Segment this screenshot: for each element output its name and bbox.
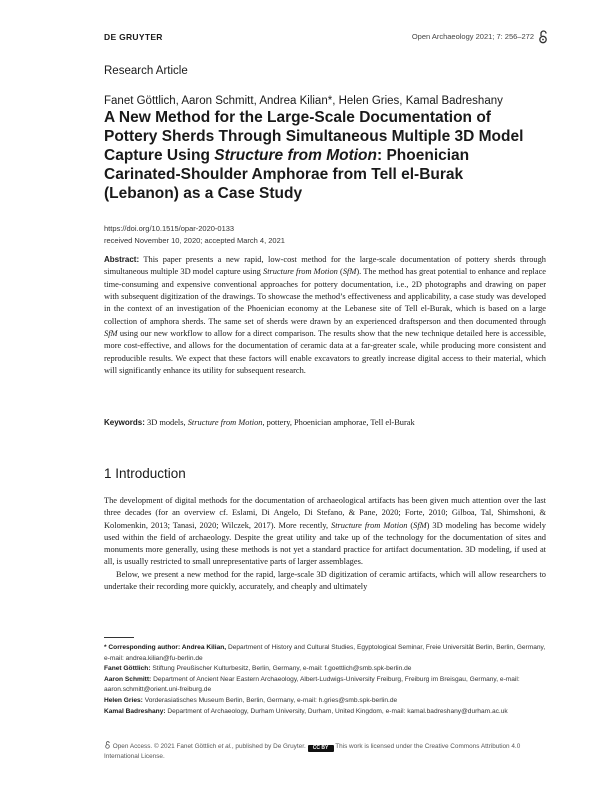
article-type: Research Article <box>104 65 188 77</box>
affiliation-footnotes <box>104 643 546 717</box>
doi-link[interactable]: https://doi.org/10.1515/opar-2020-0133 <box>104 224 235 233</box>
keywords: Keywords: 3D models, Structure from Motion, pottery, Phoenician amphorae, Tell el-Burak <box>104 418 415 427</box>
footnote: * Corresponding author: Andrea Kilian, Department of History and Cultural Studies, Egyptological Seminar, Freie Universität Berlin, Berlin, Germany, e-mail: andrea.kilian@fu-berlin.de <box>104 644 546 662</box>
author-list: Fanet Göttlich, Aaron Schmitt, Andrea Kilian*, Helen Gries, Kamal Badreshany <box>104 95 503 107</box>
received-dates: received November 10, 2020; accepted March 4, 2021 <box>104 236 285 245</box>
journal-reference: Open Archaeology 2021; 7: 256–272 <box>411 32 534 41</box>
footnote-divider <box>104 637 134 638</box>
footnote: Helen Gries: Vorderasiatisches Museum Berlin, Berlin, Germany, e-mail: h.gries@smb.spk-berlin.de <box>104 696 398 704</box>
footnote: Kamal Badreshany: Department of Archaeology, Durham University, Durham, United Kingdom, e-mail: kamal.badreshany@durham.ac.uk <box>104 707 508 715</box>
publisher-name: DE GRUYTER <box>104 32 163 42</box>
license-notice: Open Access. © 2021 Fanet Göttlich et al., published by De Gruyter. CC BY This work is licensed under the Creative Commons Attribution 4.0 International License. <box>104 743 521 760</box>
paper-title: A New Method for the Large-Scale Documentation of Pottery Sherds Through Simultaneous Multiple 3D Model Capture Using Structure from Motion: Phoenician Carinated-Shoulder Amphorae from Tell el-Burak (Lebanon) as a Case Study <box>104 109 524 202</box>
section-body <box>104 495 546 593</box>
open-access-icon <box>104 741 111 749</box>
paragraph: Below, we present a new method for the rapid, large-scale 3D digitization of ceramic artifacts, which will allow researchers to undertake their recording more quickly, accurately, and cheaply and ultimately <box>104 569 546 592</box>
section-heading: 1 Introduction <box>104 466 186 481</box>
open-access-icon <box>538 30 548 44</box>
footnote: Fanet Göttlich: Stiftung Preußischer Kulturbesitz, Berlin, Germany, e-mail: f.goettlich@smb.spk-berlin.de <box>104 665 412 673</box>
footnote: Aaron Schmitt: Department of Ancient Near Eastern Archaeology, Albert-Ludwigs-University Freiburg, Freiburg im Breisgau, Germany, e-mail: aaron.schmitt@orient.uni-freiburg.de <box>104 675 520 694</box>
page-header <box>104 32 546 46</box>
cc-by-badge[interactable]: CC BY <box>308 745 334 752</box>
abstract: Abstract: This paper presents a new rapid, low-cost method for the large-scale documentation of pottery sherds through simultaneous multiple 3D model capture using Structure from Motion (SfM). The method has great potential to enhance and replace time-consuming and expensive conventional approaches for pottery documentation, i.e., 2D photographs and drawing on paper with subsequent digitization of the drawings. To showcase the method’s effectiveness and applicability, a case study was developed in the context of an investigation of the Phoenician economy at the Lebanese site of Tell el-Burak, which is based on a large collection of amphora sherds. The same set of sherds were drawn by an experienced draftsperson and then documented through SfM using our new workflow to allow for a direct comparison. The results show that the new technique detailed here is accessible, more cost-effective, and allows for the documentation of ceramic data at a far-greater scale, while producing more consistent and reproducible results. We expect that these factors will enable excavators to greatly increase digital access to their material, which will significantly enhance its utility for subsequent research. <box>104 255 546 376</box>
paragraph: The development of digital methods for the documentation of archaeological artifacts has been given much attention over the last three decades (for an overview cf. Eslami, Di Angelo, Di Stefano, & Pane, 2020; Forte, 2010; Gilboa, Tal, Shimshoni, & Kolomenkin, 2013; Tanasi, 2020; Wilczek, 2017). More recently, Structure from Motion (SfM) 3D modeling has become widely used within the field of archaeology. Despite the great utility and take up of the technology for the documentation of sites and monuments more generally, using these methods is not yet a standard practice for artifact documentation. 3D modeling, if used at all, is usually restricted to small unrepresentative parts of larger assemblages. <box>104 496 546 567</box>
